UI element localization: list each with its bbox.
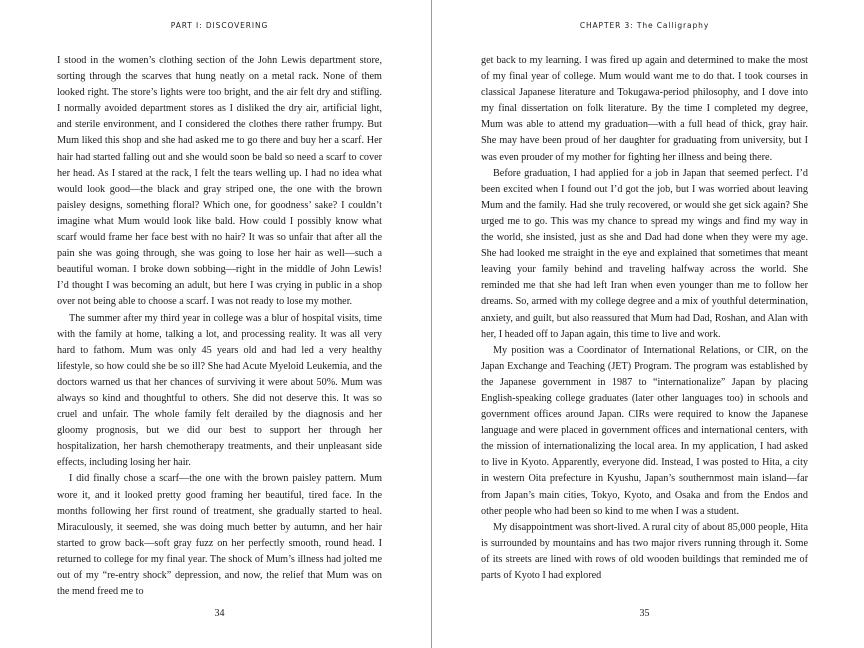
page-gutter xyxy=(431,0,432,648)
paragraph: get back to my learning. I was fired up again and determined to make the most of my final year of college. Mum would want me to do that. I took courses in classical Japanese literature and Tokugawa-period philosophy, and I dove into my final dissertation on folk literature. By the time I completed my degree, Mum was able to attend my graduation—with a full head of thick, gray hair. She may have been proud of her daughter for graduating from university, but I was even prouder of my mother for fighting her illness and being there. xyxy=(481,55,808,163)
page-number-left: 34 xyxy=(214,608,225,619)
paragraph: I stood in the women’s clothing section of the John Lewis department store, sorting through the scarves that hung neatly on a metal rack. None of them looked right. The store’s lights were too bright, and the air felt dry and stifling. I normally avoided department stores as I disliked the dry air, artificial light, and sterile environment, and I considered the clothes there rather frumpy. But Mum liked this shop and she had asked me to go there and buy her a scarf. Her hair had started falling out and she would soon be bald so need a scarf to cover her head. As I stared at the rack, I felt the tears welling up. I had no idea what would look good—the black and gray striped one, the one with the brown paisley designs, something floral? Which one, for goodness’ sake? I couldn’t imagine what Mum would look like bald. How could I possibly know what scarf would frame her face best with no hair? It was so unfair that after all the pain she was going through, she was going to lose her hair as well—such a beautiful woman. I broke down sobbing—right in the middle of John Lewis! I’d thought I was becoming an adult, but here I was crying in public in a shop over not being able to choose a scarf. I was not ready to lose my mother. xyxy=(57,55,382,308)
left-page-body xyxy=(57,53,382,600)
paragraph: My position was a Coordinator of International Relations, or CIR, on the Japan Exchange and Teaching (JET) Program. The program was established by the Japanese government in 1987 to “internationalize” Japan by placing English-speaking college graduates (later other languages too) in schools and government offices around Japan. CIRs were required to know the Japanese language and were placed in government offices and international centers, with the mission of internationalizing the local area. In my application, I had asked to live in Kyoto. Apparently, everyone did. Instead, I was posted to Hita, a city in western Oita prefecture in Kyushu, Japan’s southernmost main island—far from Japan’s main cities, Tokyo, Kyoto, and Osaka and from the Endos and other people who had been so kind to me when I was a student. xyxy=(481,344,808,517)
running-head-left: PART I: DISCOVERING xyxy=(170,21,269,30)
paragraph: My disappointment was short-lived. A rural city of about 85,000 people, Hita is surrounded by mountains and has two major rivers running through it. Some of its streets are lined with rows of old wooden buildings that reminded me of parts of Kyoto I had explored xyxy=(481,521,808,581)
right-page-body xyxy=(481,53,808,584)
left-page xyxy=(57,0,382,648)
page-number-right: 35 xyxy=(639,608,650,619)
right-page xyxy=(481,0,808,648)
paragraph: I did finally chose a scarf—the one with the brown paisley pattern. Mum wore it, and it looked pretty good framing her beautiful, tired face. In the months following her first round of treatment, she gradually started to heal. Miraculously, it seemed, she was doing much better by autumn, and her hair started to grow back—soft gray fuzz on her perfectly smooth, round head. I returned to college for my final year. The shock of Mum’s illness had jolted me out of my “re-entry shock” depression, and now, the relief that Mum was on the mend freed me to xyxy=(57,473,382,598)
running-head-right: CHAPTER 3: The Calligraphy xyxy=(579,21,710,30)
paragraph: The summer after my third year in college was a blur of hospital visits, time with the family at home, talking a lot, and processing reality. It was all very hard to fathom. Mum was only 45 years old and had led a very healthy lifestyle, so how could she be so ill? She had Acute Myeloid Leukemia, and the doctors warned us that her chances of surviving it were about 50%. Mum was always so kind and thoughtful to others. She did not deserve this. It was so cruel and unfair. The whole family felt derailed by the diagnosis and her gloomy prognosis, but we did our best to support her through her hospitalization, her harsh chemotherapy treatments, and their unpleasant side effects, including losing her hair. xyxy=(57,312,382,469)
paragraph: Before graduation, I had applied for a job in Japan that seemed perfect. I’d been excited when I found out I’d got the job, but I was worried about leaving Mum and the family. Had she truly recovered, or would she get sick again? She urged me to go. This was my chance to spread my wings and find my way in the world, she insisted, just as she and Dad had done when they were my age. She had looked me straight in the eye and explained that sometimes that meant leaving your family behind and traveling halfway across the world. She reminded me that she had left Iran when even younger than me to follow her dreams. So, armed with my college degree and a mix of youthful determination, anxiety, and guilt, but also reassured that Mum had Dad, Roshan, and Alan with her, I headed off to Japan again, this time to live and work. xyxy=(481,167,808,340)
